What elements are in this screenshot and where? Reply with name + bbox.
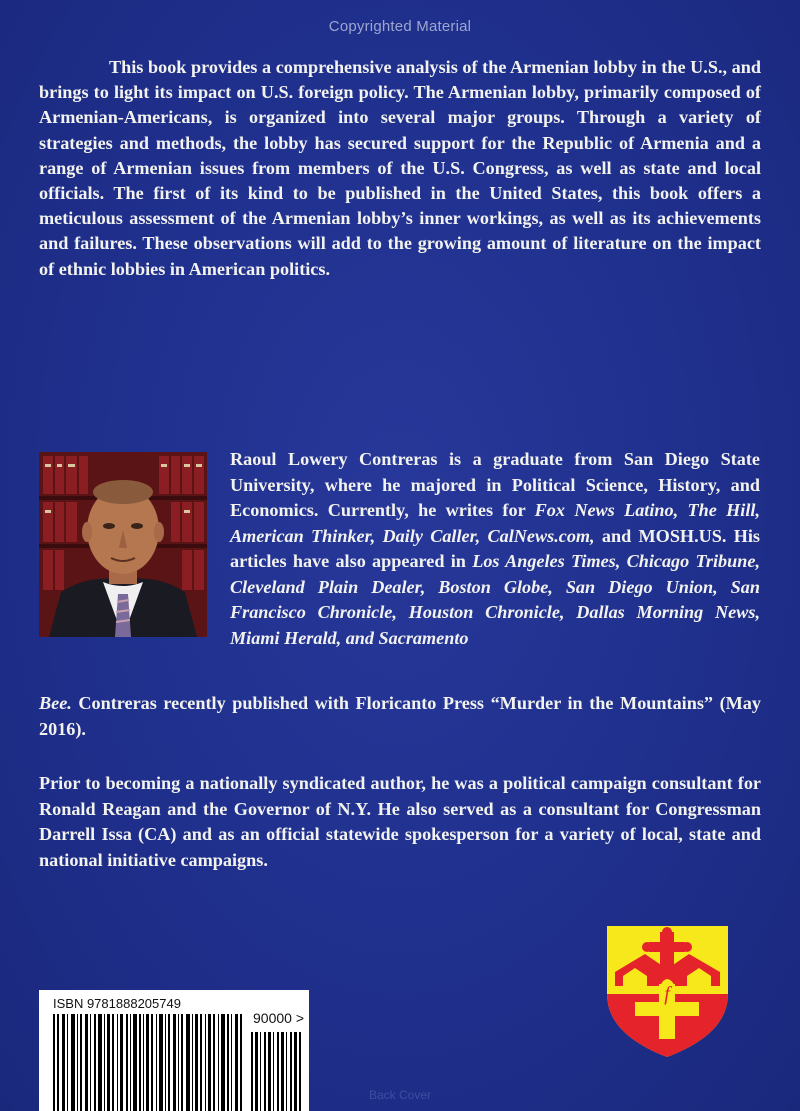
author-bio [230, 447, 760, 651]
author-career: Prior to becoming a nationally syndicated author, he was a political campaign consultant for Ronald Reagan and the Governor of N.Y. He also served as a consultant for Congressman Darrell Issa (CA) and as an official statewide spokesperson for a variety of local, state and national initiative campaigns. [39, 773, 761, 870]
author-photo [39, 452, 207, 637]
bio-outlets: Fox News Latino, The Hill, American Thinker, Daily Caller, CalNews.com, [230, 500, 760, 546]
svg-text:f: f [664, 983, 670, 1005]
price-code-label: 90000 > [253, 1010, 304, 1026]
coat-of-arms-icon [605, 924, 730, 1059]
author-portrait-image [39, 452, 207, 637]
isbn-label: ISBN 9781888205749 [53, 996, 181, 1011]
bio-papers: Los Angeles Times, Chicago Tribune, Cleveland Plain Dealer, Boston Globe, San Diego Union, San Francisco Chronicle, Houston Chronicle, Dallas Morning News, Miami Herald, and Sacramento [230, 551, 761, 648]
bio-recent: Contreras recently published with Floricanto Press “Murder in the Mountains” (May 2016). [39, 693, 761, 739]
bio-and-mosh: and MOSH.US. His articles have also appeared in [230, 525, 760, 571]
book-description: This book provides a comprehensive analysis of the Armenian lobby in the U.S., and brings to light its impact on U.S. foreign policy. The Armenian lobby, primarily composed of Armenian-Americans, is organized into several major groups. Through a variety of strategies and methods, the lobby has secured support for the Republic of Armenia and a range of Armenian issues from members of the U.S. Congress, as well as state and local officials. The first of its kind to be published in the United States, this book offers a meticulous assessment of the Armenian lobby’s inner workings, as well as its achievements and failures. These observations will add to the growing amount of literature on the impact of ethnic lobbies in American politics. [39, 57, 761, 279]
copyright-watermark: Copyrighted Material [328, 18, 472, 35]
publisher-logo [605, 924, 730, 1059]
bio-bee: Bee. [39, 693, 72, 713]
back-cover-watermark: Back Cover [368, 1088, 432, 1102]
bio-intro: Raoul Lowery Contreras is a graduate from San Diego State University, where he majored in Political Science, History, and Economics. Currently, he writes for [230, 449, 760, 520]
author-bio-continued [39, 691, 761, 742]
